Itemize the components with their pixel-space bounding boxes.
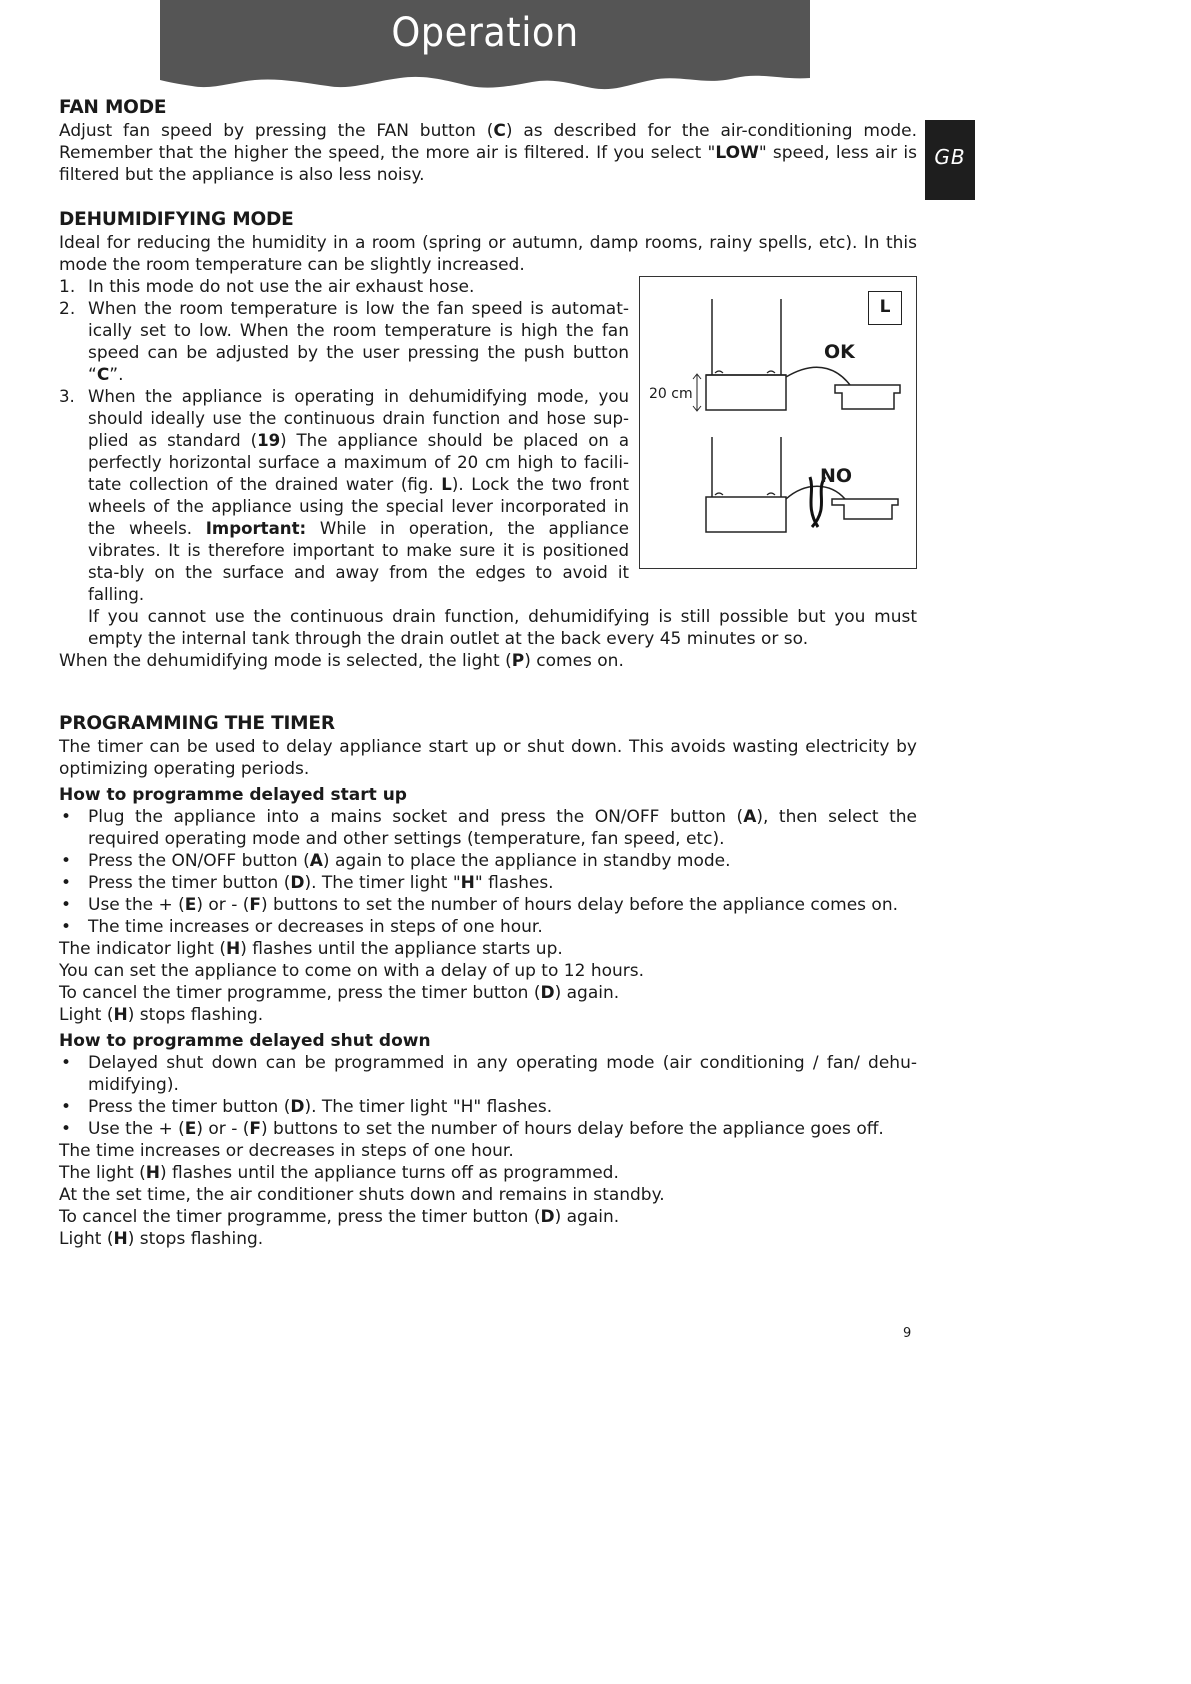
dehum-list [59, 276, 629, 606]
language-tab: GB [925, 120, 975, 200]
timer-intro: The timer can be used to delay appliance start up or shut down. This avoids wasting electricity by optimizing operating periods. [59, 737, 917, 779]
timer-line: To cancel the timer programme, press the timer button (D) again. [59, 1207, 620, 1227]
list-item: • Press the timer button (D). The timer light "H" flashes. [59, 1096, 917, 1118]
timer-line: The light (H) flashes until the appliance turns off as programmed. [59, 1163, 619, 1183]
list-item: • Plug the appliance into a mains socket and press the ON/OFF button (A), then select the required operating mode and other settings (temperature, fan speed, etc). [59, 806, 917, 850]
shut-list [59, 1052, 917, 1140]
list-item: • Use the + (E) or - (F) buttons to set the number of hours delay before the appliance goes off. [59, 1118, 917, 1140]
no-label: NO [820, 465, 853, 487]
list-item: • The time increases or decreases in steps of one hour. [59, 916, 917, 938]
list-item: • Press the timer button (D). The timer light "H" flashes. [59, 872, 917, 894]
start-heading: How to programme delayed start up [59, 785, 407, 805]
list-item: 2. When the room temperature is low the fan speed is automat-ically set to low. When the room temperature is high the fan speed can be adjusted by the user pressing the push button “C”. [59, 299, 629, 385]
timer-line: The indicator light (H) flashes until the appliance starts up. [59, 939, 563, 959]
page-title: Operation [391, 10, 579, 56]
timer-line: To cancel the timer programme, press the timer button (D) again. [59, 983, 620, 1003]
dehum-section [59, 276, 917, 606]
timer-line: At the set time, the air conditioner shuts down and remains in standby. [59, 1185, 665, 1205]
dehum-intro: Ideal for reducing the humidity in a room (spring or autumn, damp rooms, rainy spells, etc). In this mode the room temperature can be slightly increased. [59, 233, 917, 275]
dehum-light-note: When the dehumidifying mode is selected, the light (P) comes on. [59, 651, 624, 671]
fan-mode-heading: FAN MODE [59, 97, 167, 118]
figure-label: L [868, 291, 902, 325]
timer-line: You can set the appliance to come on with a delay of up to 12 hours. [59, 961, 645, 981]
start-list [59, 806, 917, 938]
list-item: 3. When the appliance is operating in dehumidifying mode, you should ideally use the continuous drain function and hose sup-plied as standard (19) The appliance should be placed on a perfectly horizontal surface a maximum of 20 cm high to facili-tate collection of the drained water (fig. L). Lock the two front wheels of the appliance using the special lever incorporated in the wheels. Important: While in operation, the appliance vibrates. It is therefore important to make sure it is positioned sta-bly on the surface and away from the edges to avoid it falling. [59, 387, 630, 604]
list-item: • Use the + (E) or - (F) buttons to set the number of hours delay before the appliance comes on. [59, 894, 917, 916]
timer-heading: PROGRAMMING THE TIMER [59, 713, 335, 734]
list-item: • Press the ON/OFF button (A) again to place the appliance in standby mode. [59, 850, 917, 872]
height-label: 20 cm [649, 386, 693, 402]
ok-label: OK [824, 341, 855, 363]
dehum-continue: If you cannot use the continuous drain function, dehumidifying is still possible but you must empty the internal tank through the drain outlet at the back every 45 minutes or so. [88, 607, 917, 649]
timer-line: Light (H) stops flashing. [59, 1229, 264, 1249]
dehum-mode-heading: DEHUMIDIFYING MODE [59, 209, 294, 230]
list-item: 1. In this mode do not use the air exhaust hose. [59, 277, 475, 297]
list-item: • Delayed shut down can be programmed in any operating mode (air conditioning / fan/ dehu-midifying). [59, 1052, 917, 1096]
page-content [59, 96, 917, 1250]
fan-mode-text: Adjust fan speed by pressing the FAN button (C) as described for the air-conditioning mode. Remember that the higher the speed, the more air is filtered. If you select "LOW" speed, less air is filtered but the appliance is also less noisy. [59, 121, 917, 185]
figure-l [639, 276, 917, 569]
timer-line: The time increases or decreases in steps of one hour. [59, 1141, 514, 1161]
page-number: 9 [903, 1326, 912, 1341]
shut-heading: How to programme delayed shut down [59, 1031, 431, 1051]
timer-line: Light (H) stops flashing. [59, 1005, 264, 1025]
